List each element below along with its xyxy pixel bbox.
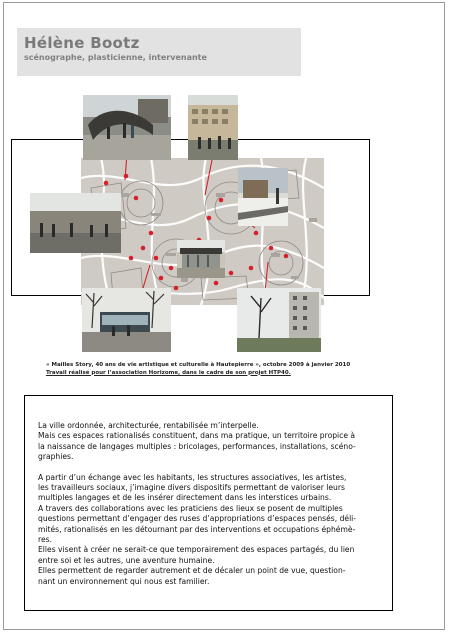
paragraph-2-line: les travailleurs sociaux, j’imagine divers dispositifs permettant de valoriser leurs [38,483,345,493]
paragraph-2-line: multiples langages et de les insérer directement dans les interstices urbains. [38,493,332,503]
artist-role: scénographe, plasticienne, intervenante [24,53,207,62]
paragraph-2-line: mités, rationalisés en les détournant par des interventions et occupations éphémè- [38,524,356,534]
paragraph-2-line: questions permettant d’engager des ruses d’appropriations d’espaces pensés, déli- [38,514,357,524]
statement-box [24,395,393,611]
photo-building-with-people [188,95,238,160]
photo-bus-stop-trees [82,288,171,352]
paragraph-2-line: Elles permettent de regarder autrement et de décaler un point de vue, question- [38,566,346,576]
caption-credit: Travail réalisé pour l’association Horizome, dans le cadre de son projet HTP40. [46,369,291,376]
photo-wall-with-people [30,193,121,253]
paragraph-2-line: A partir d’un échange avec les habitants, les structures associatives, les artistes, [38,472,347,482]
photo-tower-tree [237,288,321,352]
paragraph-1-line: Mais ces espaces rationalisés constituent, dans ma pratique, un territoire propice à [38,431,356,441]
paragraph-2-line: Elles visent à créer ne serait-ce que temporairement des espaces partagés, du lien [38,545,355,555]
artist-name: Hélène Bootz [24,34,140,52]
photo-sculpture-courtyard [83,95,171,160]
photo-bus-shelter [177,240,225,278]
paragraph-2-line: entre soi et les autres, une aventure humaine. [38,555,215,565]
caption-title: « Mailles Story, 40 ans de vie artistique et culturelle à Hautepierre », octobre 2009 à janvier 2010 [46,362,351,368]
photo-caption [46,362,376,377]
photo-snowy-street [238,168,288,226]
paragraph-2-line: A travers des collaborations avec les praticiens des lieux se posent de multiples [38,503,343,513]
paragraph-2-line: nant un environnement qui nous est familier. [38,576,210,586]
paragraph-2-line: res. [38,535,52,545]
paragraph-1-line: La ville ordonnée, architecturée, rentabilisée m’interpelle. [38,421,259,430]
paragraph-1-line: la naissance de langages multiples : bricolages, performances, installations, scéno- [38,441,356,451]
paragraph-1-line: graphies. [38,452,74,462]
